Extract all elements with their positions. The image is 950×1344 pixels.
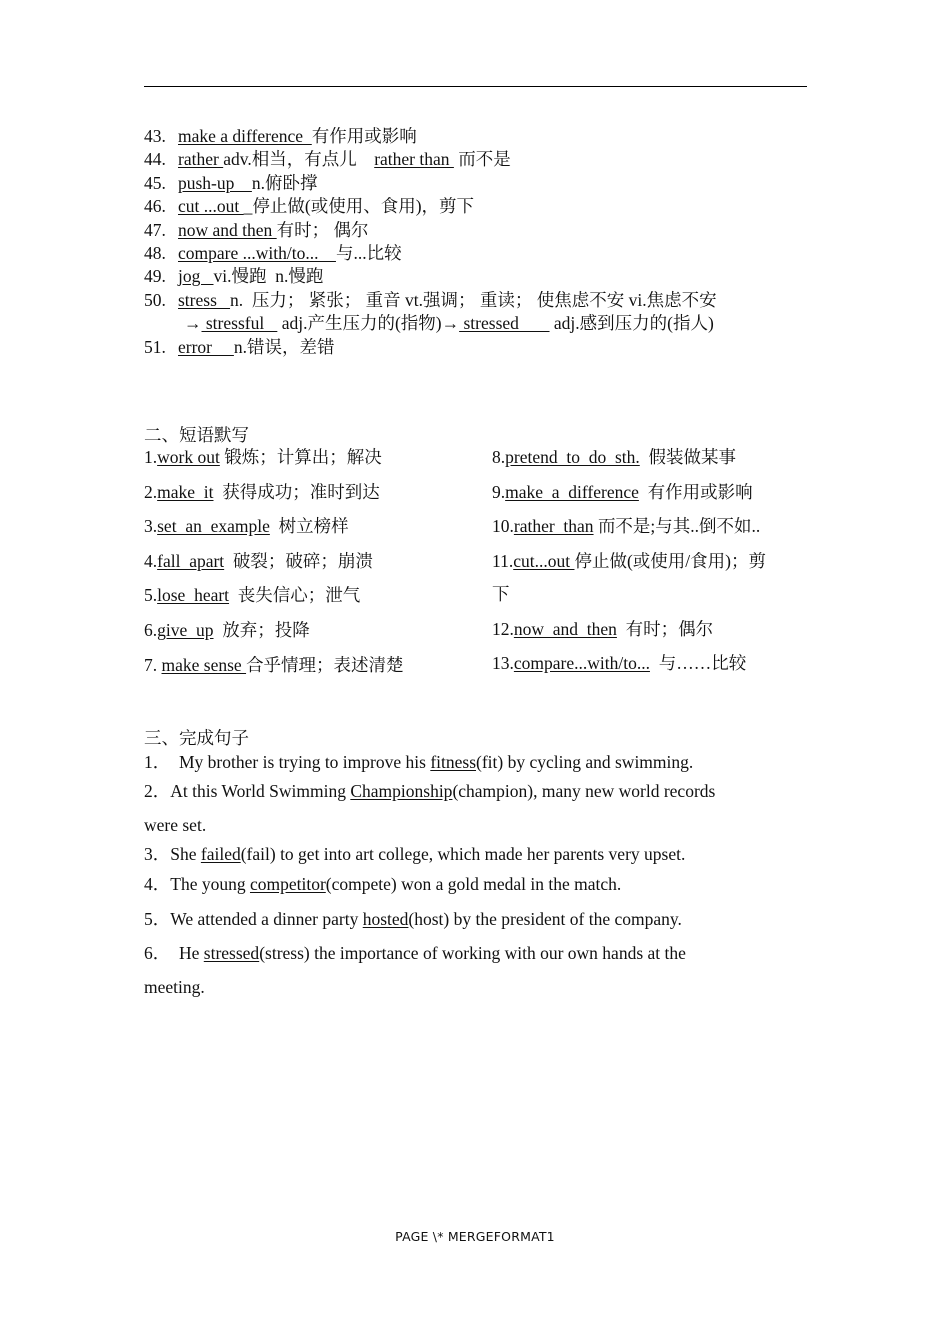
header-rule — [144, 86, 807, 87]
vocab-item — [144, 265, 824, 288]
vocab-item — [144, 336, 824, 359]
sentence-list — [144, 750, 794, 1004]
text-segment: 10. — [492, 516, 514, 537]
answer-text: now and then — [178, 219, 277, 240]
answer-text: stress — [178, 289, 231, 310]
answer-text: error — [178, 336, 234, 357]
text-segment: 与……比较 — [649, 653, 747, 674]
text-segment: 5. — [144, 585, 158, 606]
text-segment: 1． My brother is trying to improve his — [144, 752, 431, 772]
answer-text: stressed — [203, 943, 260, 963]
text-segment: were set. — [144, 815, 207, 835]
answer-text: cut...out — [513, 550, 575, 571]
section3-heading: 三、完成句子 — [144, 728, 249, 748]
vocab-item — [144, 289, 824, 312]
item-number: 43. — [144, 126, 166, 146]
text-segment: 9. — [492, 481, 506, 502]
phrase-item — [492, 544, 766, 579]
text-segment: 3．She — [144, 844, 201, 864]
text-segment: adj.感到压力的(指人) — [549, 313, 714, 334]
text-segment: 破裂；破碎；崩溃 — [224, 550, 373, 571]
text-segment: (champion), many new world records — [452, 781, 716, 801]
answer-text: stressful — [201, 313, 278, 334]
phrase-item — [492, 509, 766, 544]
text-segment: 4．The young — [144, 874, 250, 894]
text-segment: n.错误，差错 — [233, 336, 335, 357]
answer-text: pretend to do sth. — [505, 447, 640, 467]
text-segment: 有时； 偶尔 — [276, 219, 369, 240]
page-footer: PAGE \* MERGEFORMAT1 — [395, 1229, 555, 1244]
item-number: 48. — [144, 242, 166, 263]
answer-text: compare...with/to... — [513, 653, 650, 674]
text-segment: 6. — [144, 619, 158, 640]
text-segment: (fail) to get into art college, which made her parents very upset. — [240, 844, 686, 864]
vocab-item — [144, 148, 824, 171]
item-number: 49. — [144, 266, 166, 287]
sentence-item — [144, 867, 794, 902]
answer-text: make a difference — [178, 126, 312, 146]
text-segment: (compete) won a gold medal in the match. — [325, 874, 622, 894]
answer-text: work out — [157, 447, 220, 467]
text-segment: (stress) the importance of working with our own hands at the — [259, 943, 686, 963]
sentence-item — [144, 842, 794, 867]
text-segment: 锻炼；计算出；解决 — [219, 447, 382, 467]
text-segment: meeting. — [144, 977, 205, 997]
text-segment: 2. — [144, 481, 158, 502]
phrase-item — [144, 440, 404, 475]
vocab-item — [144, 242, 824, 265]
answer-text: cut ...out — [178, 196, 244, 217]
answer-text: fall apart — [157, 550, 225, 571]
answer-text: rather — [178, 149, 224, 170]
answer-text: Championship — [350, 781, 453, 801]
answer-text: compare ...with/to... — [178, 242, 336, 263]
sentence-item — [144, 750, 794, 775]
answer-text: failed — [200, 844, 241, 864]
text-segment: 有时；偶尔 — [616, 618, 714, 639]
text-segment: 11. — [492, 550, 514, 571]
item-number: 51. — [144, 336, 166, 357]
answer-text: stressed — [459, 313, 550, 334]
phrase-item — [492, 646, 766, 681]
answer-text: give up — [157, 619, 214, 640]
vocab-item — [144, 172, 824, 195]
sentence-item — [144, 902, 794, 937]
answer-text: lose heart — [157, 585, 230, 606]
sentence-item — [144, 775, 794, 842]
answer-text: rather than — [513, 516, 594, 537]
text-segment: 6． He — [144, 943, 204, 963]
vocab-list — [144, 125, 824, 359]
text-segment: 12. — [492, 618, 514, 639]
item-number: 45. — [144, 172, 166, 193]
text-segment: 获得成功；准时到达 — [213, 481, 380, 502]
vocab-item — [144, 195, 824, 218]
text-segment: 假装做某事 — [639, 447, 737, 467]
sentence-item — [144, 937, 794, 1004]
text-segment: n. 压力； 紧张； 重音 vt.强调； 重读； 使焦虑不安 vi.焦虑不安 — [230, 289, 717, 310]
answer-text: make a difference — [505, 481, 639, 502]
text-segment: 4. — [144, 550, 158, 571]
phrase-item — [144, 509, 404, 544]
text-segment: _停止做(或使用、食用)，剪下 — [243, 196, 475, 217]
phrase-item — [144, 475, 404, 510]
vocab-item — [144, 219, 824, 242]
text-segment: 5．We attended a dinner party — [144, 909, 363, 929]
text-segment: 而不是 — [453, 149, 511, 170]
phrase-item — [144, 613, 404, 648]
phrase-item — [492, 475, 766, 510]
text-segment: 3. — [144, 516, 158, 537]
answer-text: set an example — [157, 516, 270, 537]
phrase-item — [492, 578, 766, 611]
answer-text: fitness — [430, 752, 477, 772]
text-segment: 有作用或影响 — [311, 126, 417, 146]
text-segment: 7. — [144, 654, 162, 675]
text-segment: 而不是;与其..倒不如.. — [593, 516, 761, 537]
item-number: 50. — [144, 289, 166, 310]
text-segment: 2．At this World Swimming — [144, 781, 351, 801]
answer-text: jog — [178, 266, 214, 287]
text-segment: 树立榜样 — [269, 516, 349, 537]
text-segment: → — [184, 313, 202, 334]
phrase-item — [492, 612, 766, 647]
text-segment: adj.产生压力的(指物)→ — [277, 313, 460, 334]
answer-text: now and then — [513, 618, 617, 639]
phrase-item — [144, 544, 404, 579]
vocab-item — [144, 125, 824, 148]
text-segment: 停止做(或使用/食用)；剪 — [574, 550, 767, 571]
text-segment: 下 — [492, 584, 510, 605]
phrase-column-left — [144, 440, 404, 682]
text-segment: (host) by the president of the company. — [408, 909, 682, 929]
text-segment: adv.相当，有点儿 — [223, 149, 375, 170]
text-segment: n.俯卧撑 — [251, 172, 318, 193]
answer-text: competitor — [249, 874, 326, 894]
text-segment: 放弃；投降 — [213, 619, 310, 640]
item-number: 44. — [144, 149, 166, 170]
text-segment: 1. — [144, 447, 158, 467]
vocab-item — [144, 312, 824, 335]
text-segment: (fit) by cycling and swimming. — [476, 752, 694, 772]
item-number: 47. — [144, 219, 166, 240]
answer-text: make sense — [161, 654, 247, 675]
text-segment: vi.慢跑 n.慢跑 — [213, 266, 324, 287]
section2-heading: 二、短语默写 — [144, 425, 249, 445]
answer-text: make it — [157, 481, 214, 502]
text-segment: 丧失信心；泄气 — [229, 585, 361, 606]
phrase-item — [492, 440, 766, 475]
answer-text: push-up — [178, 172, 252, 193]
phrase-column-right — [492, 440, 766, 681]
item-number: 46. — [144, 196, 166, 217]
text-segment: 8. — [492, 447, 506, 467]
answer-text: hosted — [362, 909, 409, 929]
text-segment: 合乎情理；表述清楚 — [246, 654, 404, 675]
text-segment: 有作用或影响 — [638, 481, 753, 502]
answer-text: rather than — [374, 149, 454, 170]
text-segment: 与...比较 — [335, 242, 402, 263]
phrase-item — [144, 578, 404, 613]
text-segment: 13. — [492, 653, 514, 674]
phrase-item — [144, 648, 404, 683]
